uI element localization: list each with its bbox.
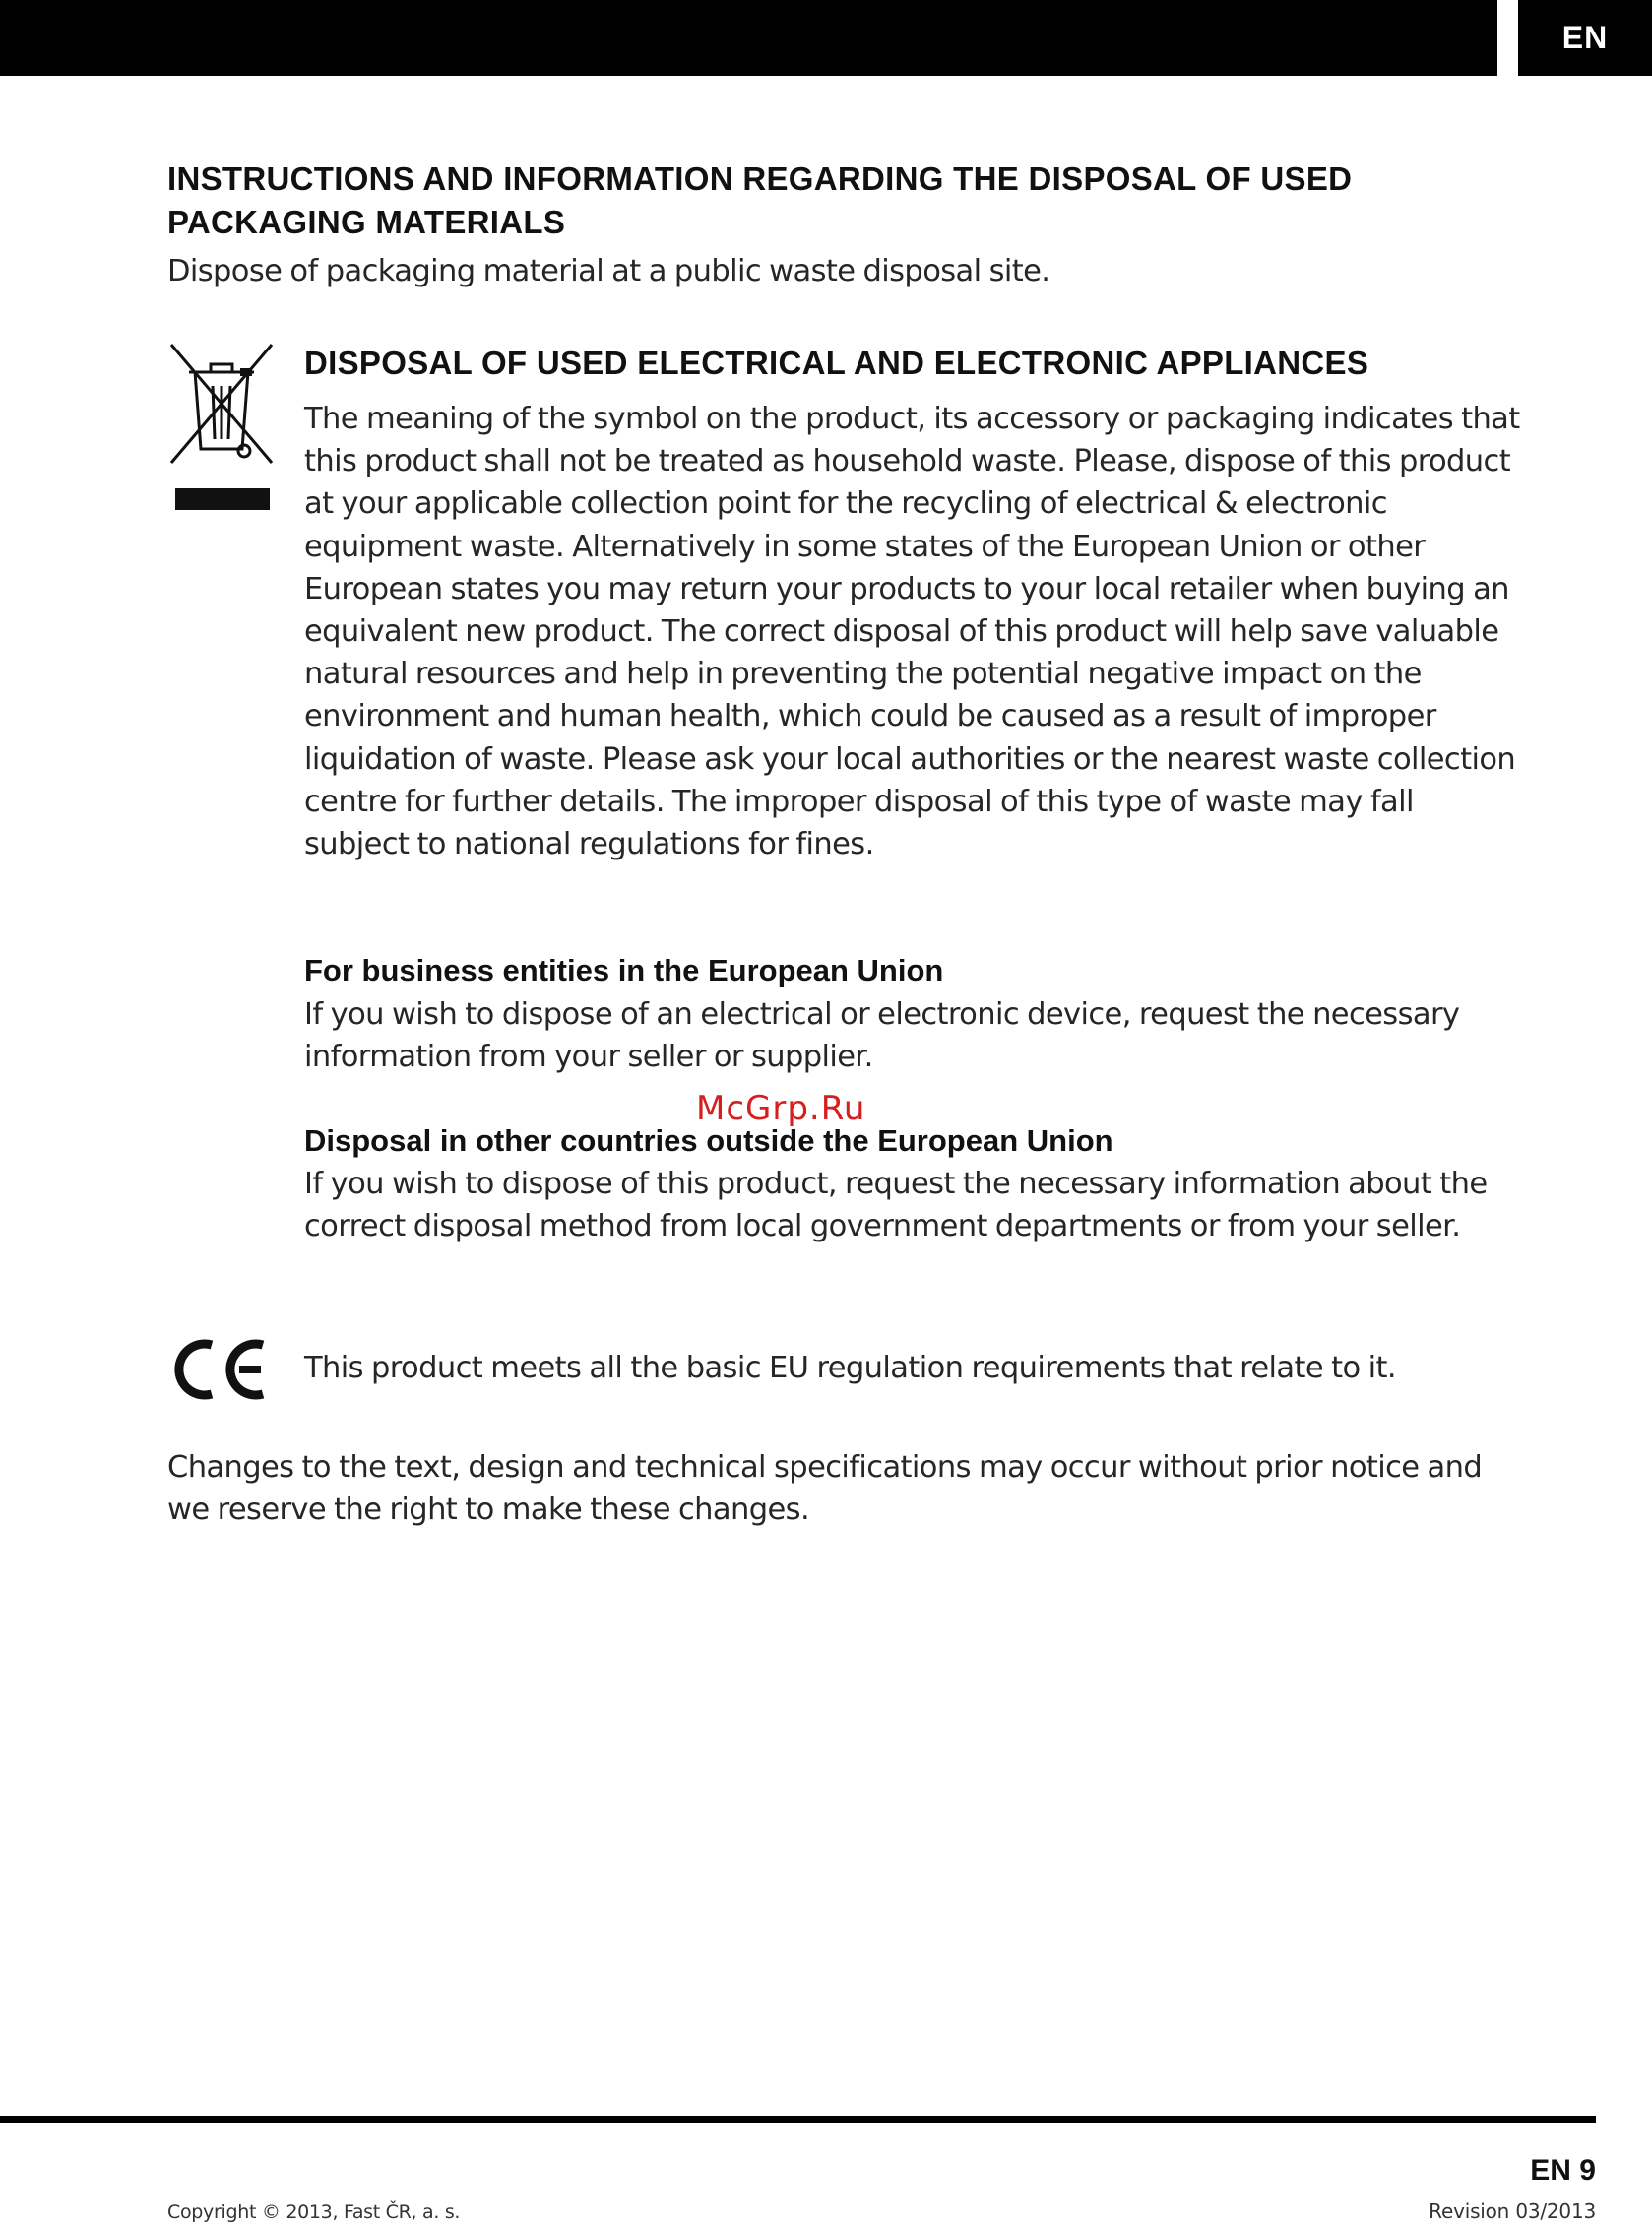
revision: Revision 03/2013 — [1429, 2199, 1596, 2223]
changes-notice: Changes to the text, design and technical specifications may occur without prior notice and we reserve the right to make these changes. — [167, 1450, 1483, 1528]
ce-mark-icon — [172, 1337, 271, 1402]
packaging-text: Dispose of packaging material at a public waste disposal site. — [167, 254, 1050, 288]
language-tab: EN — [1518, 0, 1652, 76]
page-number: EN 9 — [1530, 2154, 1596, 2187]
watermark: McGrp.Ru — [696, 1089, 866, 1128]
business-text: If you wish to dispose of an electrical or electronic device, request the necessary information from your seller or supplier. — [304, 997, 1460, 1075]
top-bar — [0, 0, 1497, 76]
crossed-out-wheelie-bin-icon — [167, 343, 276, 512]
weee-heading: DISPOSAL OF USED ELECTRICAL AND ELECTRONIC APPLIANCES — [304, 345, 1369, 381]
weee-text: The meaning of the symbol on the product, its accessory or packaging indicates that this product shall not be treated as household waste. Please, dispose of this product at your applicable collection point for the recycling of electrical & electronic equipment waste. Alternatively in some states of the European Union or other European states you may return your products to your local retailer when buying an equivalent new product. The correct disposal of this product will help save valuable natural resources and help in preventing the potential negative impact on the environment and human health, which could be caused as a result of improper liquidation of waste. Please ask your local authorities or the nearest waste collection centre for further details. The improper disposal of this type of waste may fall subject to national regulations for fines. — [304, 402, 1520, 862]
ce-text: This product meets all the basic EU regulation requirements that relate to it. — [304, 1351, 1396, 1385]
outside-eu-text: If you wish to dispose of this product, request the necessary information about the correct disposal method from local government departments or from your seller. — [304, 1167, 1488, 1244]
copyright: Copyright © 2013, Fast ČR, a. s. — [167, 2201, 461, 2223]
business-heading: For business entities in the European Union — [304, 953, 944, 987]
outside-eu-heading: Disposal in other countries outside the European Union — [304, 1123, 1113, 1158]
footer-rule — [0, 2116, 1596, 2123]
packaging-heading: INSTRUCTIONS AND INFORMATION REGARDING THE DISPOSAL OF USED PACKAGING MATERIALS — [167, 160, 1353, 240]
